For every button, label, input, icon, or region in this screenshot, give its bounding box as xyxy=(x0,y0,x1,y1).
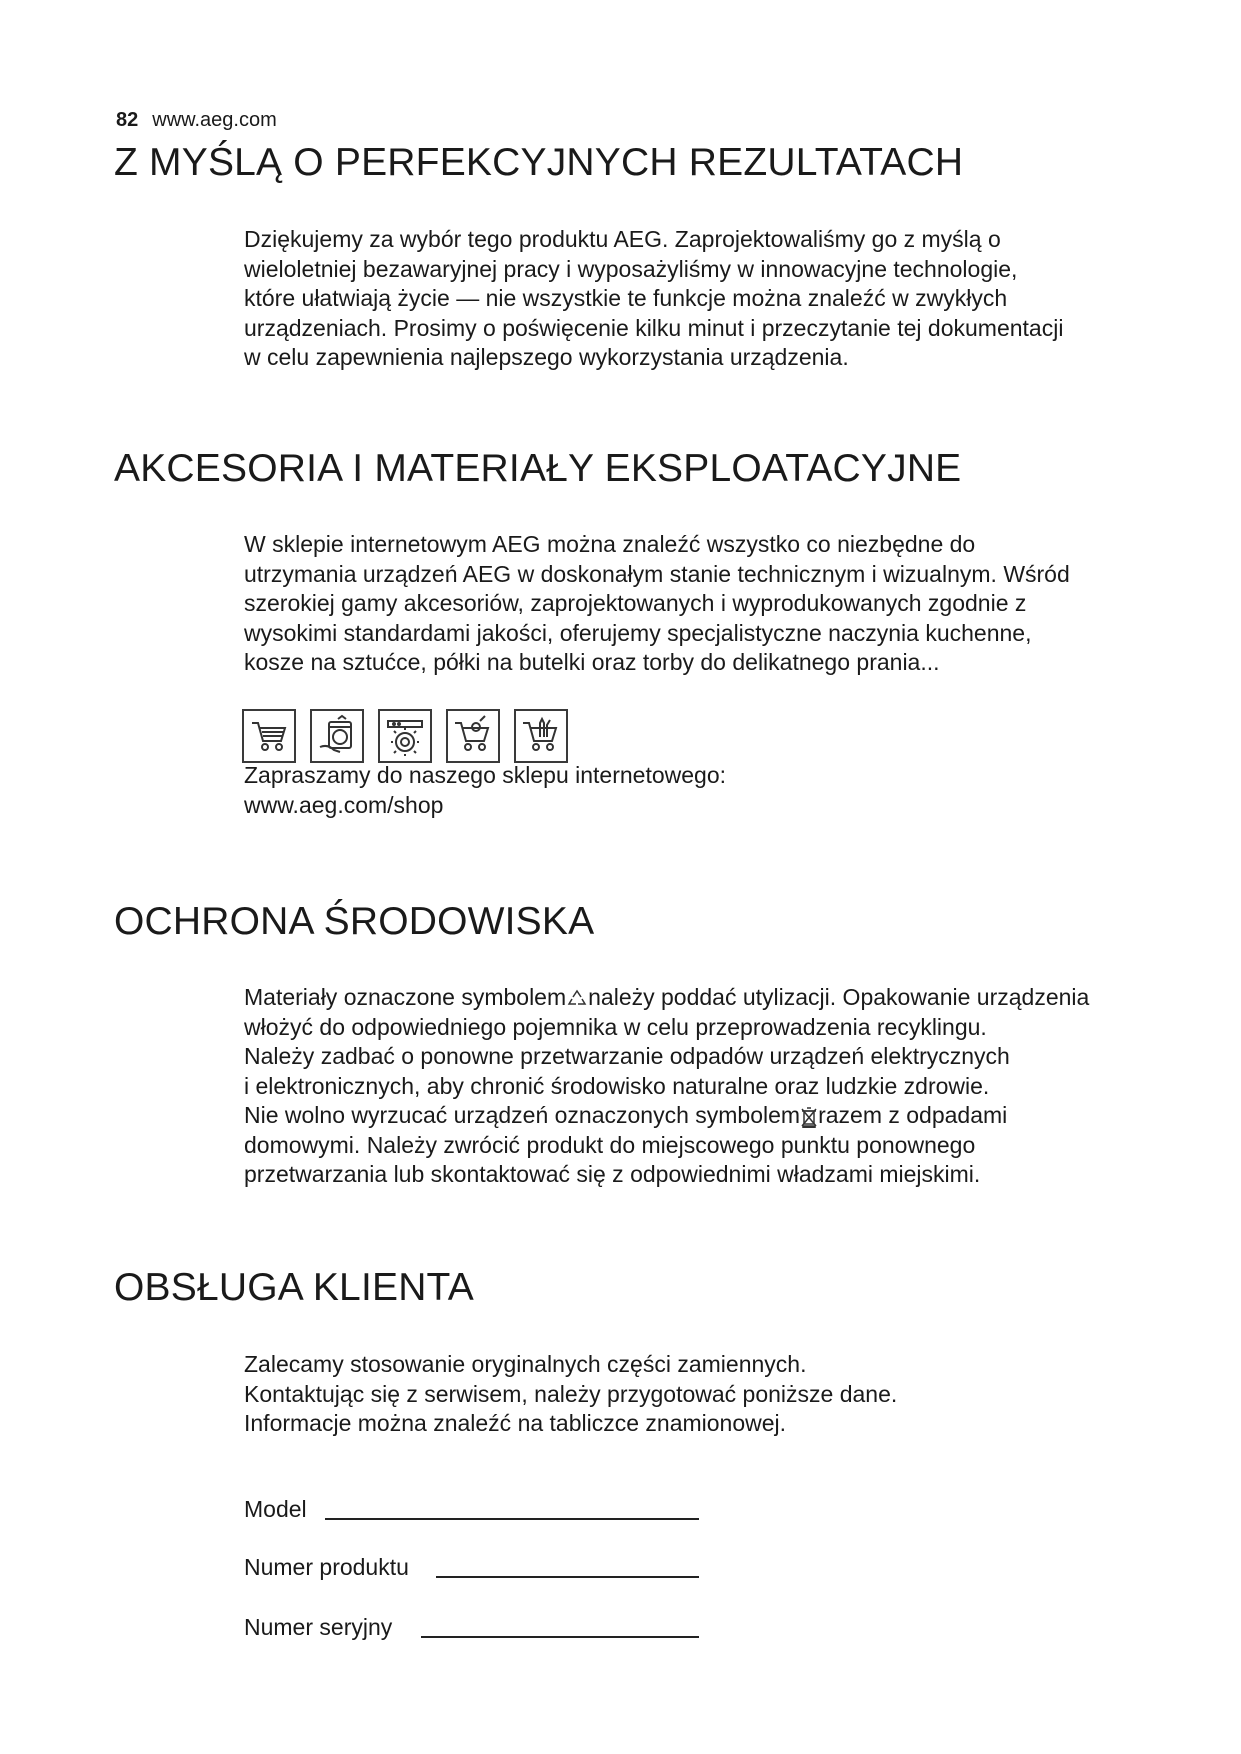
section-body-service xyxy=(244,1350,897,1439)
section-title-service: OBSŁUGA KLIENTA xyxy=(114,1266,474,1309)
text-line: przetwarzania lub skontaktować się z odpowiednimi władzami miejskimi. xyxy=(244,1161,981,1187)
recycle-icon xyxy=(567,989,587,1009)
text-line: utrzymania urządzeń AEG w doskonałym stanie technicznym i wizualnym. Wśród xyxy=(244,560,1070,587)
text-line: szerokiej gamy akcesoriów, zaprojektowanych i wyprodukowanych zgodnie z xyxy=(244,590,1027,616)
shopping-cart-icon xyxy=(242,709,296,763)
product-number-blank-line[interactable] xyxy=(436,1576,699,1578)
section-title-accessories: AKCESORIA I MATERIAŁY EKSPLOATACYJNE xyxy=(114,447,962,490)
serial-number-field xyxy=(244,1613,392,1641)
text-line: urządzeniach. Prosimy o poświęcenie kilku minut i przeczytanie tej dokumentacji xyxy=(244,314,1064,341)
shop-invite xyxy=(244,761,726,820)
text-line: i elektronicznych, aby chronić środowisko naturalne oraz ludzkie zdrowie. xyxy=(244,1072,990,1099)
section-body-environment xyxy=(244,983,1089,1190)
cart-with-items-icon xyxy=(446,709,500,763)
product-number-label: Numer produktu xyxy=(244,1554,409,1580)
shop-invite-text: Zapraszamy do naszego sklepu internetowego: xyxy=(244,762,727,788)
text-line: Nie wolno wyrzucać urządzeń oznaczonych symbolem razem z odpadami xyxy=(244,1102,1008,1128)
section-title-perfect: Z MYŚLĄ O PERFEKCYJNYCH REZULTATACH xyxy=(114,141,964,184)
website-link[interactable]: www.aeg.com xyxy=(152,109,277,131)
text-line: Informacje można znaleźć na tabliczce znamionowej. xyxy=(244,1410,787,1436)
text-line: wieloletniej bezawaryjnej pracy i wyposażyliśmy w innowacyjne technologie, xyxy=(244,255,1018,282)
text-line: Dziękujemy za wybór tego produktu AEG. Zaprojektowaliśmy go z myślą o xyxy=(244,226,1001,252)
model-blank-line[interactable] xyxy=(325,1518,699,1520)
section-body-accessories xyxy=(244,530,1070,678)
text-line: domowymi. Należy zwrócić produkt do miejscowego punktu ponownego xyxy=(244,1131,976,1158)
text-line: w celu zapewnienia najlepszego wykorzystania urządzenia. xyxy=(244,344,849,370)
text-line: które ułatwiają życie — nie wszystkie te funkcje można znaleźć w zwykłych xyxy=(244,285,1008,311)
text-line: W sklepie internetowym AEG można znaleźć wszystko co niezbędne do xyxy=(244,531,976,557)
cart-with-bottles-icon xyxy=(514,709,568,763)
product-number-field xyxy=(244,1553,409,1581)
accessory-icons xyxy=(242,709,568,763)
model-field xyxy=(244,1495,307,1523)
text-line: Kontaktując się z serwisem, należy przygotować poniższe dane. xyxy=(244,1380,898,1407)
section-title-environment: OCHRONA ŚRODOWISKA xyxy=(114,900,595,943)
text-line: kosze na sztućce, półki na butelki oraz torby do delikatnego prania... xyxy=(244,649,940,675)
gear-appliance-icon xyxy=(378,709,432,763)
serial-number-blank-line[interactable] xyxy=(421,1636,699,1638)
crossed-bin-icon xyxy=(801,1106,817,1128)
text-line: Materiały oznaczone symbolem należy poddać utylizacji. Opakowanie urządzenia xyxy=(244,984,1090,1010)
shop-link[interactable]: www.aeg.com/shop xyxy=(244,791,444,818)
section-body-perfect xyxy=(244,225,1063,373)
text-line: Zalecamy stosowanie oryginalnych części zamiennych. xyxy=(244,1351,807,1377)
text-line: Należy zadbać o ponowne przetwarzanie odpadów urządzeń elektrycznych xyxy=(244,1043,1010,1069)
washing-machine-hand-icon xyxy=(310,709,364,763)
page-number: 82 xyxy=(116,109,139,131)
model-label: Model xyxy=(244,1496,307,1522)
text-line: włożyć do odpowiedniego pojemnika w celu przeprowadzenia recyklingu. xyxy=(244,1013,987,1040)
serial-number-label: Numer seryjny xyxy=(244,1614,393,1640)
page-header xyxy=(116,108,277,132)
text-line: wysokimi standardami jakości, oferujemy specjalistyczne naczynia kuchenne, xyxy=(244,619,1032,646)
